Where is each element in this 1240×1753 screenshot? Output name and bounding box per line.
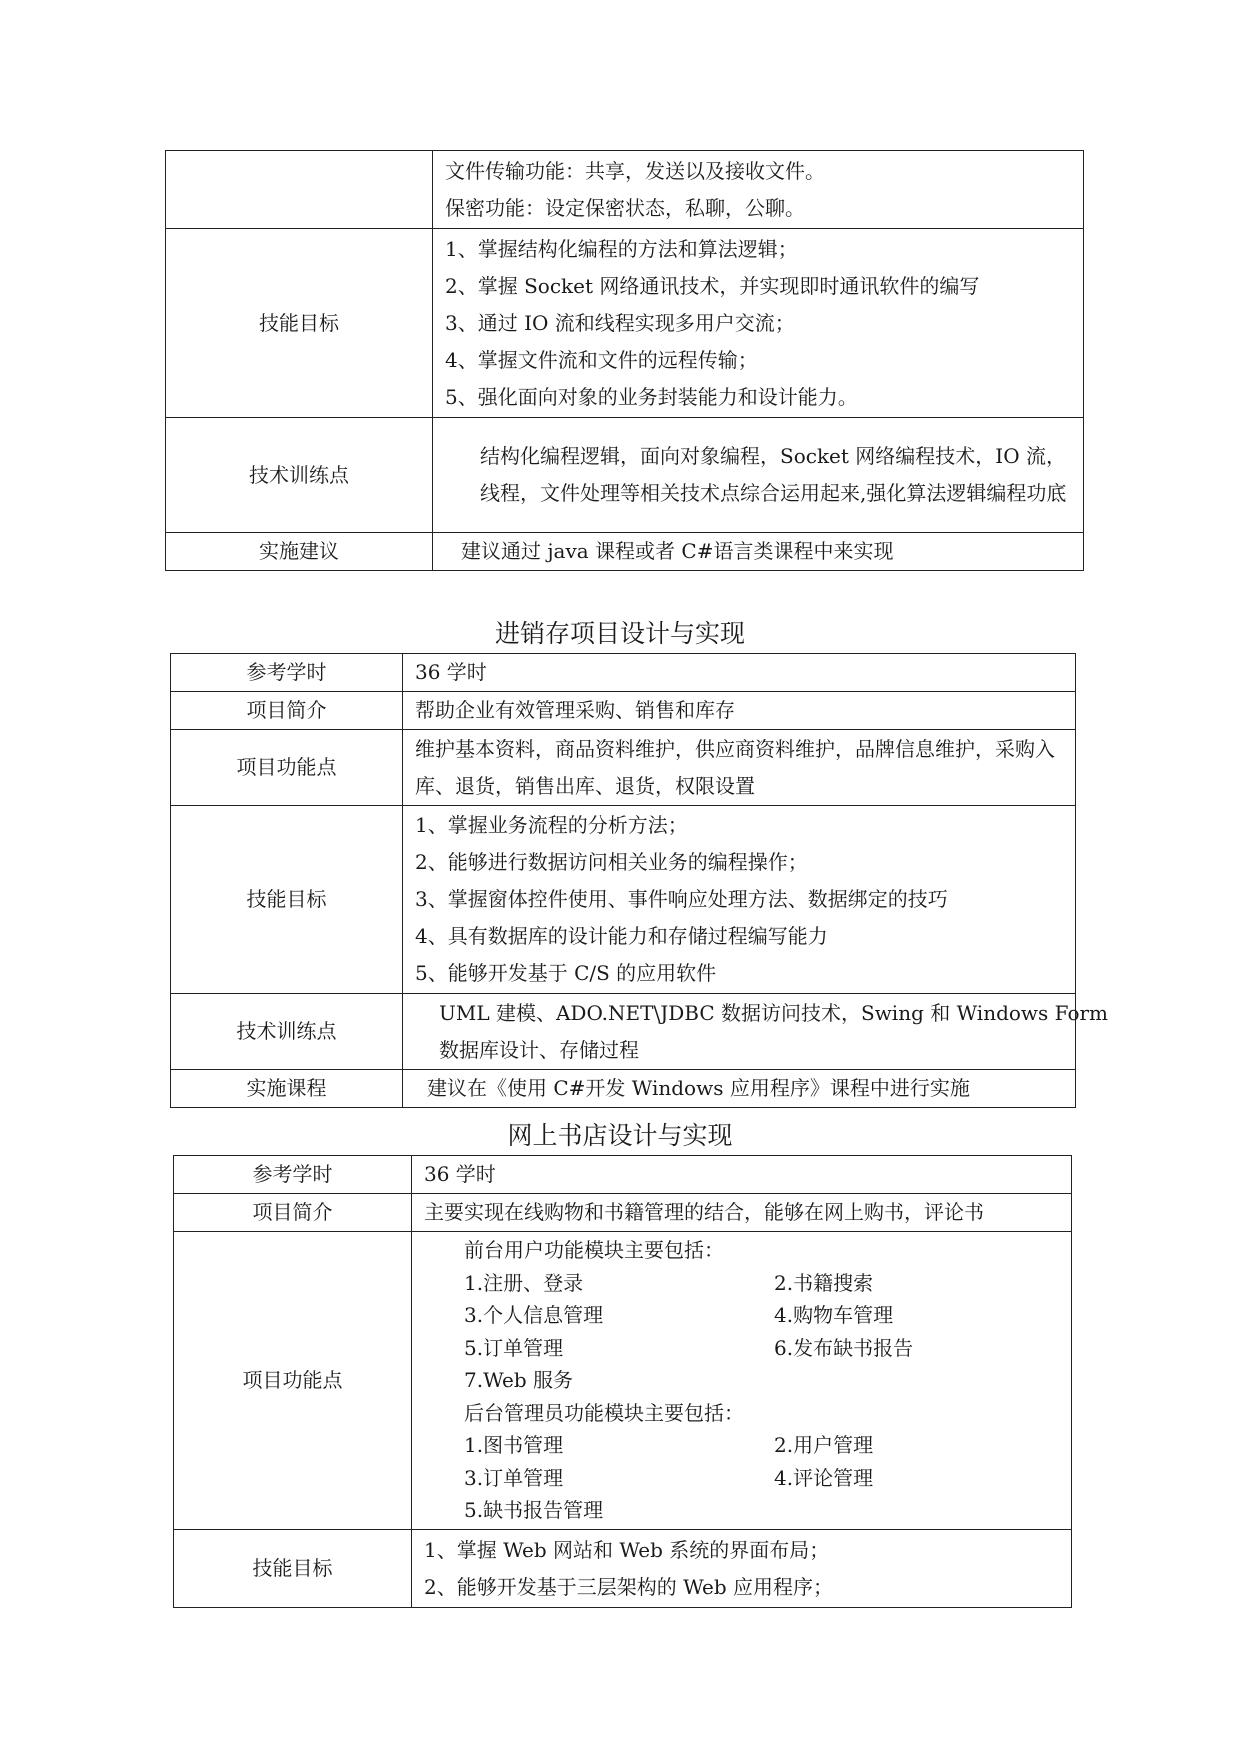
skills-cell <box>403 806 1076 994</box>
intro-label: 项目简介 <box>171 692 403 730</box>
list-item: 5.订单管理 <box>464 1335 564 1360</box>
empty-label-cell <box>166 151 433 229</box>
skills-label: 技能目标 <box>174 1530 412 1608</box>
table-row <box>171 654 1076 692</box>
suggest-cell <box>433 533 1084 571</box>
suggest-label: 实施建议 <box>166 533 433 571</box>
tech-cell <box>403 994 1109 1070</box>
skill-line: 5、能够开发基于 C/S 的应用软件 <box>415 961 717 985</box>
hours-value: 36 学时 <box>403 654 1076 692</box>
skill-line: 2、掌握 Socket 网络通讯技术，并实现即时通讯软件的编写 <box>445 273 980 298</box>
skill-line: 1、掌握结构化编程的方法和算法逻辑； <box>445 236 798 261</box>
table-row <box>171 806 1076 994</box>
intro-label: 项目简介 <box>174 1194 412 1232</box>
list-item: 7.Web 服务 <box>464 1368 574 1393</box>
suggest-text: 建议通过 java 课程或者 C#语言类课程中来实现 <box>461 539 894 563</box>
list-item: 1.注册、登录 <box>464 1270 584 1295</box>
feature-line: 保密功能：设定保密状态，私聊，公聊。 <box>445 195 805 220</box>
skill-line: 4、具有数据库的设计能力和存储过程编写能力 <box>415 924 828 948</box>
hours-label: 参考学时 <box>174 1156 412 1194</box>
course-label: 实施课程 <box>171 1070 403 1108</box>
tech-cell <box>433 418 1084 533</box>
tech-label: 技术训练点 <box>171 994 403 1070</box>
features-label: 项目功能点 <box>174 1232 412 1530</box>
tech-label: 技术训练点 <box>166 418 433 533</box>
intro-value: 主要实现在线购物和书籍管理的结合，能够在网上购书，评论书 <box>412 1194 1072 1232</box>
list-item: 3.订单管理 <box>464 1465 564 1490</box>
table-row <box>174 1156 1072 1194</box>
table-row <box>166 418 1084 533</box>
table-row <box>166 533 1084 571</box>
skill-line: 4、掌握文件流和文件的远程传输； <box>445 347 758 372</box>
section-title: 进销存项目设计与实现 <box>494 619 745 648</box>
skill-line: 1、掌握业务流程的分析方法； <box>415 813 688 837</box>
skills-cell <box>412 1530 1072 1608</box>
skill-line: 1、掌握 Web 网站和 Web 系统的界面布局； <box>424 1537 830 1562</box>
table-chat-project <box>165 150 1084 571</box>
front-heading: 前台用户功能模块主要包括： <box>464 1238 724 1263</box>
skills-label: 技能目标 <box>166 229 433 418</box>
table-row <box>166 151 1084 229</box>
table-row <box>171 994 1076 1070</box>
features-label: 项目功能点 <box>171 730 403 806</box>
table-row <box>174 1232 1072 1530</box>
skills-label: 技能目标 <box>171 806 403 994</box>
features-cell <box>412 1232 1072 1530</box>
list-item: 2.用户管理 <box>774 1433 874 1458</box>
skill-line: 2、能够进行数据访问相关业务的编程操作； <box>415 850 808 874</box>
list-item: 4.评论管理 <box>774 1465 874 1490</box>
tech-line: UML 建模、ADO.NET\JDBC 数据访问技术，Swing 和 Windows Form <box>439 1000 1109 1025</box>
table-row <box>174 1530 1072 1608</box>
course-text: 建议在《使用 C#开发 Windows 应用程序》课程中进行实施 <box>427 1076 970 1100</box>
features-text: 维护基本资料，商品资料维护，供应商资料维护，品牌信息维护，采购入库、退货，销售出库、退货，权限设置 <box>415 736 1055 798</box>
back-heading: 后台管理员功能模块主要包括： <box>464 1400 744 1425</box>
skill-line: 3、通过 IO 流和线程实现多用户交流； <box>445 310 795 335</box>
list-item: 1.图书管理 <box>464 1433 564 1458</box>
front-items <box>464 1267 1059 1397</box>
list-item: 5.缺书报告管理 <box>464 1498 604 1523</box>
tech-line: 数据库设计、存储过程 <box>439 1037 639 1062</box>
feature-line: 文件传输功能：共享，发送以及接收文件。 <box>445 158 825 183</box>
skill-line: 2、能够开发基于三层架构的 Web 应用程序； <box>424 1574 834 1599</box>
course-value <box>403 1070 1076 1108</box>
list-item: 6.发布缺书报告 <box>774 1335 914 1360</box>
table-bookstore-project <box>173 1155 1072 1608</box>
section-title: 网上书店设计与实现 <box>507 1121 733 1150</box>
tech-text: 结构化编程逻辑，面向对象编程，Socket 网络编程技术，IO 流，线程，文件处理等相关技术点综合运用起来,强化算法逻辑编程功底 <box>480 444 1067 505</box>
table-row <box>171 1070 1076 1108</box>
skills-cell <box>433 229 1084 418</box>
table-row <box>171 730 1076 806</box>
skill-line: 3、掌握窗体控件使用、事件响应处理方法、数据绑定的技巧 <box>415 887 948 911</box>
hours-label: 参考学时 <box>171 654 403 692</box>
features-cell <box>433 151 1084 229</box>
intro-value: 帮助企业有效管理采购、销售和库存 <box>403 692 1076 730</box>
features-cell <box>403 730 1076 806</box>
list-item: 2.书籍搜索 <box>774 1270 874 1295</box>
table-inventory-project <box>170 653 1109 1108</box>
list-item: 3.个人信息管理 <box>464 1303 604 1328</box>
list-item: 4.购物车管理 <box>774 1303 894 1328</box>
table-row <box>171 692 1076 730</box>
skill-line: 5、强化面向对象的业务封装能力和设计能力。 <box>445 384 858 409</box>
table-row <box>166 229 1084 418</box>
hours-value: 36 学时 <box>412 1156 1072 1194</box>
back-items <box>464 1429 1059 1527</box>
table-row <box>174 1194 1072 1232</box>
